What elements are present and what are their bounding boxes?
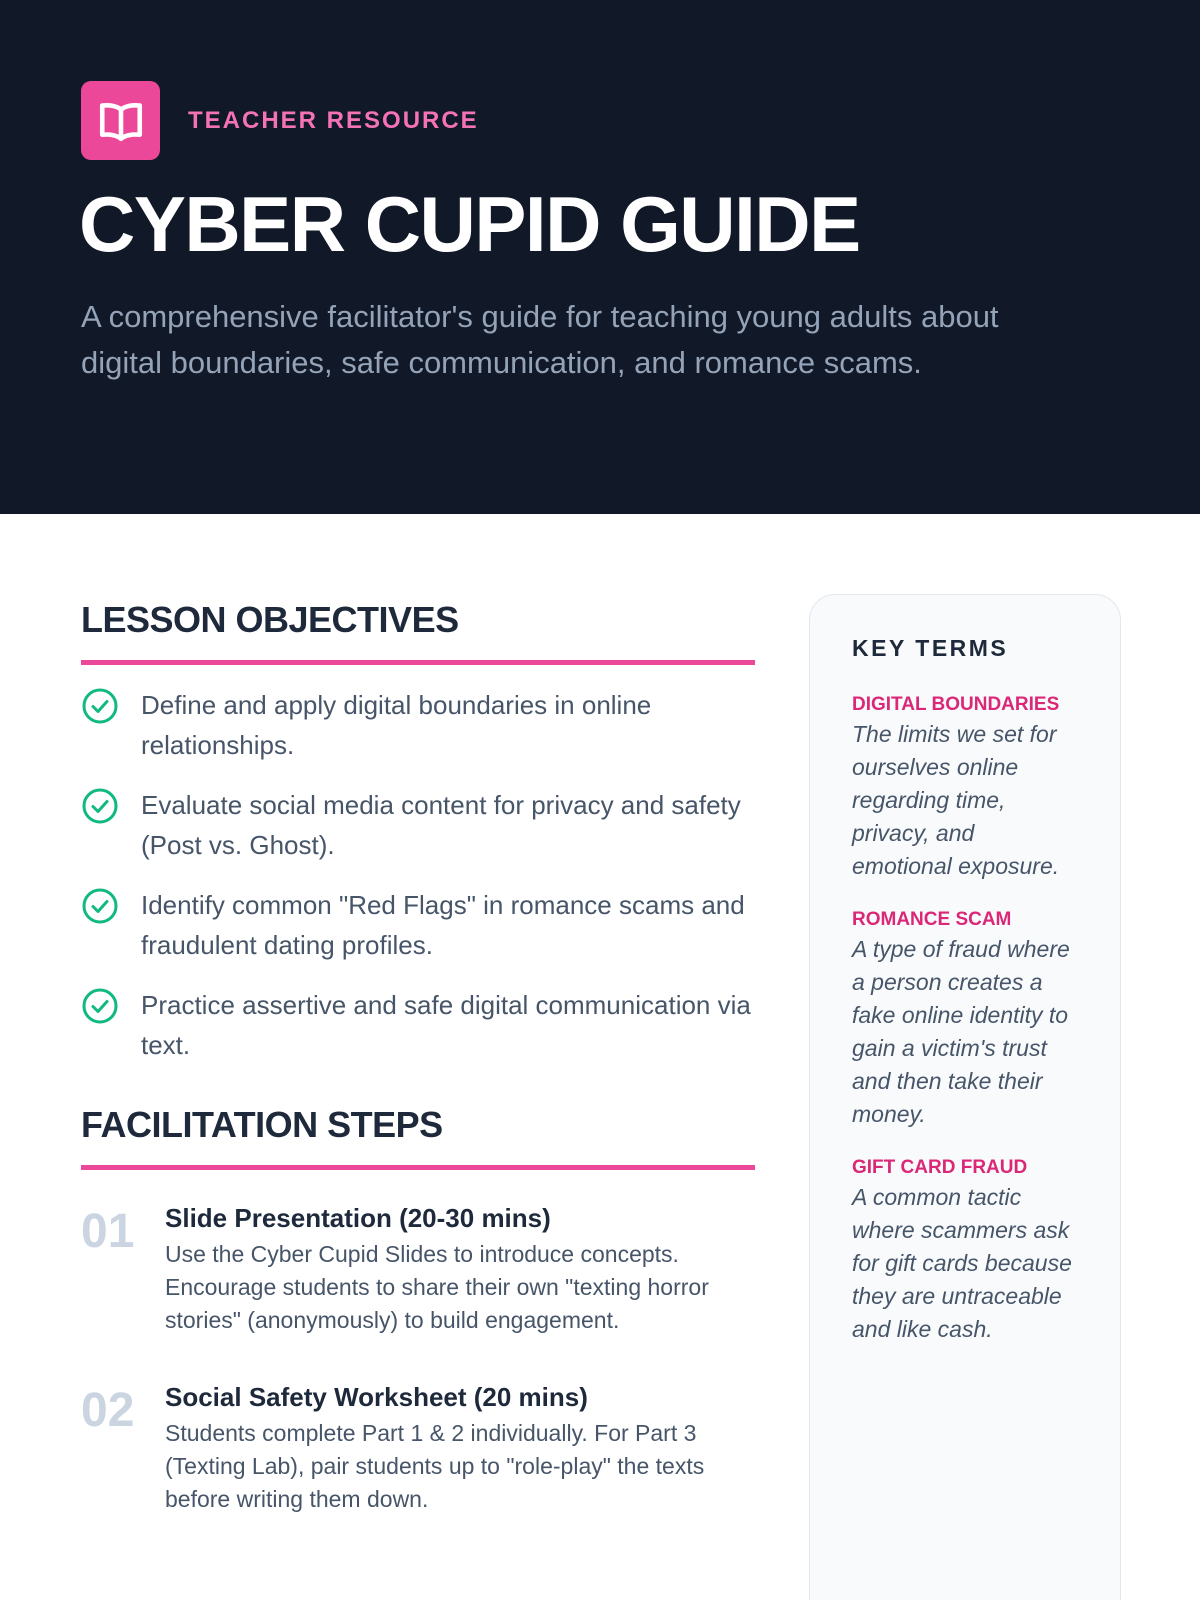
check-circle-icon	[81, 887, 119, 925]
page-subtitle: A comprehensive facilitator's guide for teaching young adults about digital boundaries, safe communication, and romance scams.	[81, 299, 999, 380]
objectives-section	[81, 594, 755, 1065]
objective-text: Practice assertive and safe digital communication via text.	[141, 990, 751, 1060]
step-description: Students complete Part 1 & 2 individually. For Part 3 (Texting Lab), pair students up to "role-play" the texts before writing them down.	[165, 1420, 705, 1512]
objective-item	[81, 985, 755, 1065]
objective-item	[81, 685, 755, 765]
term-definition: A common tactic where scammers ask for gift cards because they are untraceable and like cash.	[852, 1184, 1072, 1342]
book-icon	[81, 81, 160, 160]
step-title: Social Safety Worksheet (20 mins)	[165, 1382, 588, 1412]
step-number: 01	[81, 1205, 135, 1258]
objective-text: Define and apply digital boundaries in online relationships.	[141, 690, 652, 760]
objective-text: Identify common "Red Flags" in romance scams and fraudulent dating profiles.	[141, 890, 745, 960]
objectives-list	[81, 685, 755, 1065]
step-number: 02	[81, 1384, 135, 1437]
hero-header	[0, 0, 1200, 514]
resource-badge	[81, 81, 479, 160]
term-name: GIFT CARD FRAUD	[852, 1157, 1028, 1178]
step-title: Slide Presentation (20-30 mins)	[165, 1203, 551, 1233]
step-body	[165, 1200, 755, 1337]
term-item	[852, 907, 1078, 1131]
objectives-title: LESSON OBJECTIVES	[81, 594, 755, 665]
key-terms-sidebar	[809, 594, 1121, 1600]
step-description: Use the Cyber Cupid Slides to introduce concepts. Encourage students to share their own "texting horror stories" (anonymously) to build engagement.	[165, 1241, 709, 1333]
main-content	[81, 594, 755, 1558]
check-circle-icon	[81, 687, 119, 725]
key-terms-title: KEY TERMS	[852, 635, 1009, 661]
objective-text: Evaluate social media content for privacy and safety (Post vs. Ghost).	[141, 790, 741, 860]
term-name: DIGITAL BOUNDARIES	[852, 694, 1060, 715]
page-title: CYBER CUPID GUIDE	[79, 180, 860, 268]
term-item	[852, 692, 1078, 883]
facilitation-section	[81, 1099, 755, 1516]
check-circle-icon	[81, 987, 119, 1025]
term-definition: The limits we set for ourselves online regarding time, privacy, and emotional exposure.	[852, 721, 1060, 879]
step-item	[81, 1200, 755, 1337]
objective-item	[81, 885, 755, 965]
step-item	[81, 1379, 755, 1516]
step-body	[165, 1379, 755, 1516]
badge-label: TEACHER RESOURCE	[188, 106, 479, 134]
facilitation-title: FACILITATION STEPS	[81, 1099, 755, 1170]
steps-list	[81, 1200, 755, 1516]
term-item	[852, 1155, 1078, 1346]
term-definition: A type of fraud where a person creates a fake online identity to gain a victim's trust and then take their money.	[852, 936, 1070, 1127]
term-name: ROMANCE SCAM	[852, 909, 1012, 930]
check-circle-icon	[81, 787, 119, 825]
objective-item	[81, 785, 755, 865]
